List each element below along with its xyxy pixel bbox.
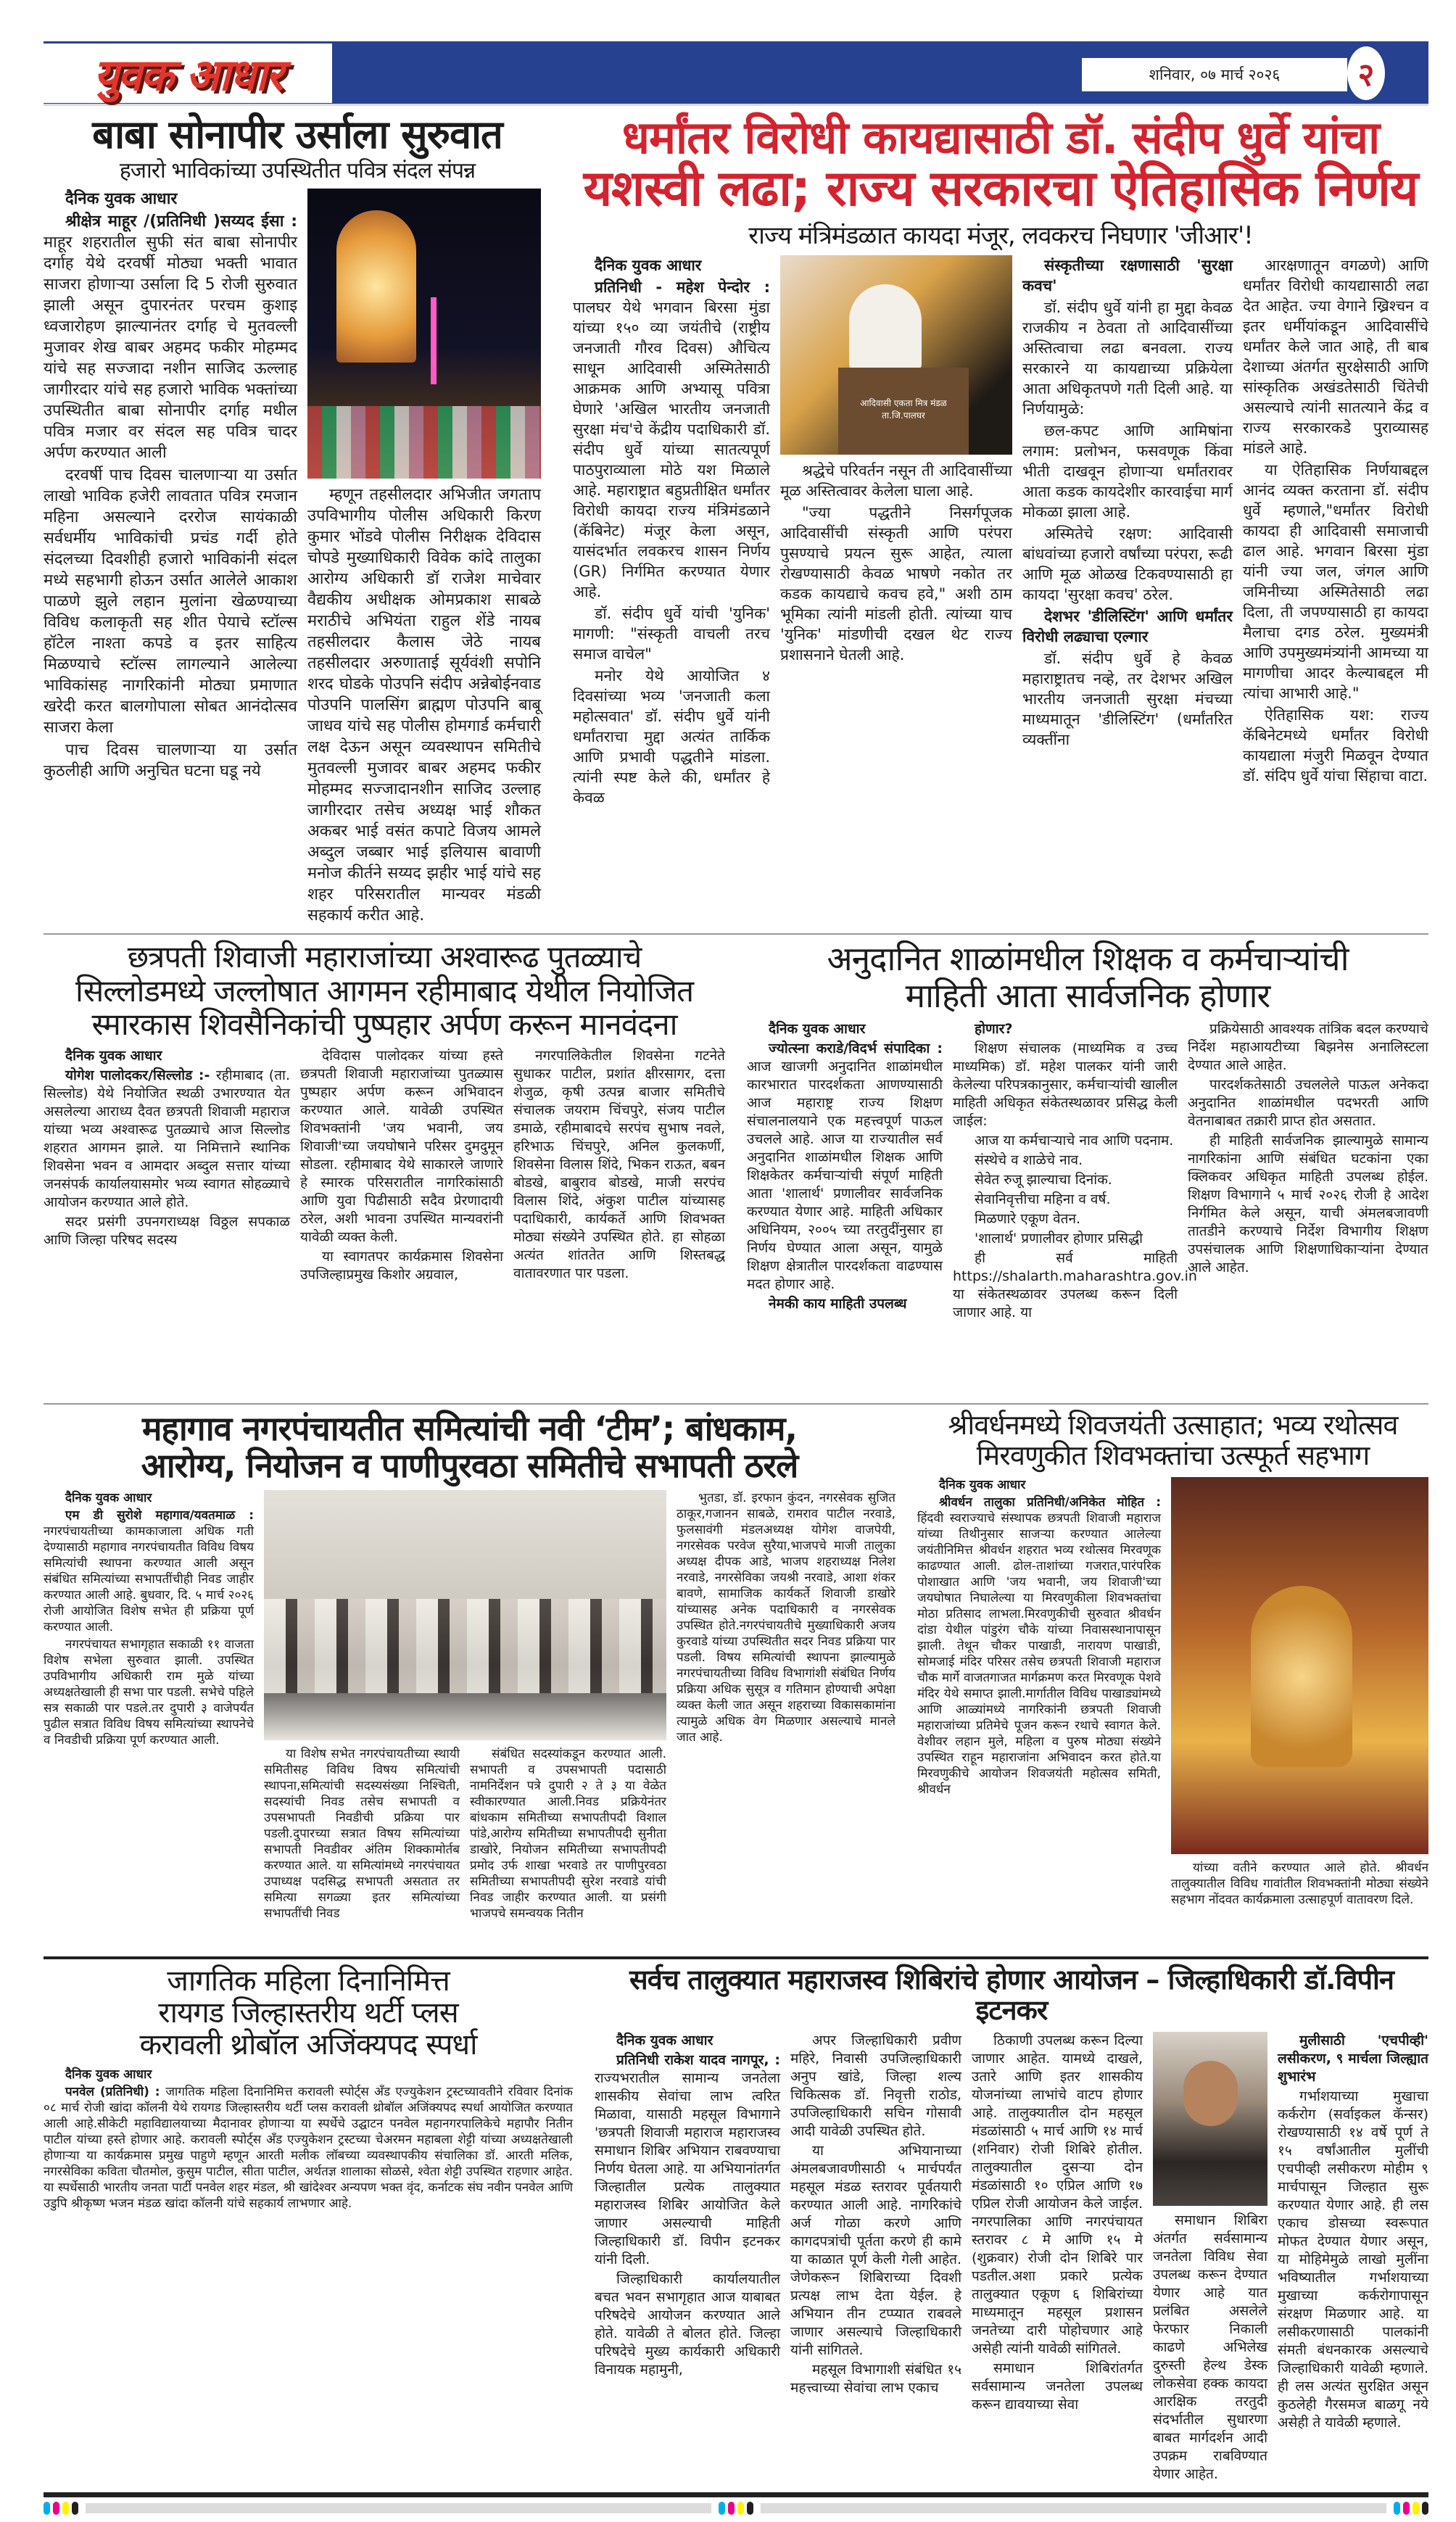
paragraph [917, 1494, 1161, 1798]
article-column [747, 1020, 943, 1315]
paragraph-text: रहीमाबाद (ता. सिल्लोड) येथे नियोजित स्थळी उभारण्यात येत असलेल्या आराध्य दैवत छत्रपती शिवाजी महाराज यांच्या भव्य अश्वारूढ पुतळ्याचे आज सिल्लोड शहरात आगमन झाले. या निमित्ताने स्थानिक शिवसेना भवन व आमदार अब्दुल सत्तार यांच्या जनसंपर्क कार्यालयासमोर भव्य स्वागत सोहळ्याचे आयोजन करण्यात आले होते. [44, 1067, 290, 1210]
market-stalls [307, 406, 541, 479]
article-columns [44, 2067, 573, 2213]
paragraph: संस्थेचे व शाळेचे नाव. [975, 1152, 1083, 1168]
article-columns [44, 1047, 725, 1286]
photo-and-column [780, 255, 1012, 666]
photo-and-column [1153, 2032, 1267, 2485]
paragraph: आज या कर्मचाऱ्याचे नाव आणि पदनाम. [975, 1132, 1174, 1149]
registration-marks [719, 2502, 753, 2515]
headline-throwball-line1: जागतिक महिला दिनानिमित्त [167, 1964, 450, 1998]
paragraph [44, 211, 297, 463]
paragraph: यांच्या वतीने करण्यात आले होते. श्रीवर्धन तालुक्यातील विविध गावांतील शिवभक्तांनी मोठ्या संख्येने सहभाग नोंदवत कार्यक्रमाला उत्साहपूर्ण वातावरण दिले. [1171, 1860, 1428, 1907]
paragraph: ही सर्व माहिती https://shalarth.maharashtra.gov.in या संकेतस्थळावर उपलब्ध करून दिली जाणार आहे. या [953, 1249, 1197, 1320]
article-column [917, 1477, 1161, 1799]
paragraph: जिल्हाधिकारी कार्यालयातील बचत भवन सभागृहात आज याबाबत परिषदेचे आयोजन करण्यात आले होते. यावेळी ते बोलत होते. जिल्हा परिषदेचे मुख्य कार्यकारी अधिकारी विनायक महामुनी, [595, 2270, 780, 2378]
article-columns [747, 1020, 1428, 1323]
article-columns [44, 189, 551, 927]
photo-collector [1153, 2032, 1267, 2206]
photo-caption [1171, 1860, 1428, 1909]
photo-speaker [780, 255, 1012, 455]
paragraph [953, 1020, 1178, 1038]
print-marks [44, 2502, 1428, 2515]
paragraph: म्हणून तहसीलदार अभिजीत जगताप उपविभागीय पोलीस अधिकारी किरण कुमार भोंडवे पोलीस निरीक्षक देविदास चोपडे मुख्याधिकारी विवेक कांदे तालुका आरोग्य अधिकारी डॉ राजेश माचेवार वैद्यकीय अधीक्षक ओमप्रकाश साबळे मराठीचे अभियंता राहुल शेंडे नायब तहसीलदार कैलास जेठे नायब तहसीलदार अरुणाताई सूर्यवंशी सपोनि शरद घोडके पोउपनि संदीप अन्नेबोईनवाड पोउपनि पालसिंग ब्राह्मण पोउपनि बाबू जाधव यांचे सह पोलीस होमगार्ड कर्मचारी लक्ष देऊन असून व्यवस्थापन समितीचे मुतवल्ली मुजावर बाबर अहमद फकीर मोहम्मद सज्जादानशीन साजिद उल्लाह जागीरदार तसेच अध्यक्ष भाई शौकत अकबर भाई वसंत कपाटे विजय आमले अब्दुल जब्बार भाई इलियास बावाणी मनोज कीर्तने सय्यद झहीर भाई यांचे सह शहर परिसरातील मान्यवर मंडळी सहकार्य करीत आहे. [307, 486, 541, 925]
paragraph-text: पालघर येथे भगवान बिरसा मुंडा यांच्या १५० व्या जयंतीचे (राष्ट्रीय जनजाती गौरव दिवस) औचित्य साधून आदिवासी अस्मितेसाठी आक्रमक आणि अभ्यासू पवित्रा घेणारे 'अखिल भारतीय जनजाती सुरक्षा मंच'चे केंद्रीय पदाधिकारी डॉ. संदीप धुर्वे यांच्या सातत्यपूर्ण पाठपुराव्याला मोठे यश मिळाले आहे. महाराष्ट्रात बहुप्रतीक्षित धर्मांतर विरोधी कायदा राज्य मंत्रिमंडळाने (कॅबिनेट) मंजूर केला असून, यासंदर्भात लवकरच शासन निर्णय (GR) निर्गमित करण्यात येणार आहे. [573, 299, 770, 601]
paragraph-text: आज खाजगी अनुदानित शाळांमधील कारभारात पारदर्शकता आणण्यासाठी आज महाराष्ट्र राज्य शिक्षण संचालनालयाने एक महत्त्वपूर्ण पाऊल उचलले आहे. आज या राज्यातील सर्व अनुदानित शाळांमधील शिक्षक आणि शिक्षकेतर कर्मचाऱ्यांची संपूर्ण माहिती आता 'शालार्थ' प्रणालीवर सार्वजनिक करण्यात येणार आहे. माहिती अधिकार अधिनियम, २००५ च्या तरतुदींनुसार हा निर्णय घेण्यात आला असून, यामुळे शिक्षण क्षेत्रातील पारदर्शकता वाढण्यास मदत होणार आहे. [747, 1058, 943, 1292]
paragraph [747, 1040, 943, 1294]
byline-lead: प्रतिनिधी - महेश पेन्दोर : [595, 278, 770, 297]
byline-lead: श्रीवर्धन तालुका प्रतिनिधी/अनिकेत मोहित : [939, 1494, 1161, 1510]
paragraph [44, 1508, 254, 1635]
paragraph: ऐतिहासिक यश: राज्य कॅबिनेटमध्ये धर्मांतर विरोधी कायद्याला मंजुरी मिळवून देण्यात डॉ. संदिप धुर्वे यांचा सिंहाचा वाटा. [1243, 706, 1428, 785]
article-columns [573, 255, 1428, 809]
article-mahasrajswa [595, 1965, 1428, 2485]
article-anudanit-schools [747, 940, 1428, 1323]
article-column [1188, 1020, 1428, 1278]
paragraph: संबंधित सदस्यांकडून करण्यात आली. सभापती व उपसभापती पदासाठी नामनिर्देशन पत्रे दुपारी २ ते ३ या वेळेत स्वीकारण्यात आली.निवड प्रक्रियेनंतर बांधकाम समितीच्या सभापतीपदी विशाल पांडे,आरोग्य समितीच्या सभापतीपदी सुनीता डाखोरे, नियोजन समितीच्या सभापतीपदी प्रमोद उर्फ शाखा भरवाडे तर पाणीपुरवठा समितीच्या सभापतीपदी सुरेश नरवाडे यांची निवड जाहीर करण्यात आली. या प्रसंगी भाजपचे समन्वयक नितीन [470, 1746, 666, 1921]
article-columns [264, 1746, 666, 1923]
paragraph: दैनिक युवक आधार [616, 2032, 713, 2048]
row-lower-stories [44, 1410, 1428, 1951]
paragraph: छल-कपट आणि आमिषांना लगाम: प्रलोभन, फसवणूक किंवा भीती दाखवून होणाऱ्या धर्मांतरावर आता कडक कायदेशीर कारवाईचा मार्ग मोकळा झाला आहे. [1022, 422, 1233, 521]
dargah-dome-lights [336, 210, 416, 363]
logo-text: युवक आधार [94, 50, 282, 101]
issue-date: शनिवार, ०७ मार्च २०२६ [1082, 58, 1347, 91]
headline-dharmantar-line2: यशस्वी लढा; राज्य सरकारचा ऐतिहासिक निर्णय [583, 160, 1418, 218]
article-throwball [44, 1965, 573, 2213]
paragraph: डॉ. संदीप धुर्वे यांची 'युनिक' मागणी: "संस्कृती वाचली तरच समाज वाचेल" [573, 605, 770, 663]
color-bar [86, 2503, 711, 2513]
footer-rule [44, 2492, 1428, 2497]
paragraph [747, 1295, 943, 1313]
paragraph: समाधान शिबिरांतर्गत सर्वसामान्य जनतेला उपलब्ध करून द्यावयाच्या सेवा [972, 2360, 1143, 2413]
paragraph: सेवानिवृत्तीचा महिना व वर्ष. [975, 1191, 1111, 1207]
headline-shivaji-line2: सिल्लोडमध्ये जल्लोषात आगमन रहीमाबाद येथील नियोजित [75, 972, 694, 1009]
paragraph: शिक्षण संचालक (माध्यमिक व उच्च माध्यमिक) डॉ. महेश पालकर यांनी जारी केलेल्या परिपत्रकानुसार, कर्मचाऱ्यांची खालील माहिती अधिकृत संकेतस्थळावर प्रसिद्ध केली जाईल: [953, 1040, 1178, 1129]
paragraph: मनोर येथे आयोजित ४ दिवसांच्या भव्य 'जनजाती कला महोत्सवात' डॉ. संदीप धुर्वे यांनी धर्मांतराचा मुद्दा अत्यंत तार्किक आणि प्रभावी पद्धतीने मांडला. त्यांनी स्पष्ट केले की, धर्मांतर हे केवळ [573, 667, 770, 807]
face [1183, 2061, 1238, 2126]
photo-committee-group [264, 1490, 666, 1740]
byline-lead: देशभर 'डीलिस्टिंग' आणि धर्मांतर विरोधी लढ्याचा एल्गार [1022, 608, 1233, 646]
paragraph [573, 277, 770, 602]
color-bar [761, 2503, 1386, 2513]
group-people [264, 1599, 666, 1693]
article-shivaji-statue [44, 940, 725, 1286]
article-columns [595, 2032, 1428, 2485]
paragraph: अस्मितेचे रक्षण: आदिवासी बांधवांच्या हजारो वर्षांच्या परंपरा, रूढी आणि मूळ ओळख टिकवण्यासाठी हा कायदा 'सुरक्षा कवच' ठरेल. [1022, 525, 1233, 604]
photo-and-column [307, 189, 541, 927]
divider [44, 1956, 1428, 1959]
article-column [790, 2032, 961, 2399]
paragraph-text: नगरपंचायतीच्या कामकाजाला अधिक गती देण्यासाठी महागाव नगरपंचायतीत विविध विषय समित्यांची स्थापना करण्यात आली असून संबंधित समित्यांच्या सभापतींचीही निवड जाहीर करण्यात आली आहे. बुधवार, दि. ५ मार्च २०२६ रोजी आयोजित विशेष सभेत ही प्रक्रिया पूर्ण करण्यात आली. [44, 1523, 254, 1634]
paragraph: दैनिक युवक आधार [65, 1047, 162, 1064]
paragraph: अपर जिल्हाधिकारी प्रवीण महिरे, निवासी उपजिल्हाधिकारी अनुप खांडे, जिल्हा शल्य चिकित्सक डॉ. निवृत्ती राठोड, उपजिल्हाधिकारी सचिन गोसावी आदी यावेळी उपस्थित होते. [790, 2032, 961, 2139]
paragraph: आरक्षणातून वगळणे) आणि धर्मांतर विरोधी कायद्यासाठी लढा देत आहेत. ज्या वेगाने ख्रिश्चन व इतर धर्मीयांकडून आदिवासींचे धर्मांतर केले जात आहे, ती बाब देशाच्या अंतर्गत सुरक्षेसाठी आणि सांस्कृतिक अखंडतेसाठी चिंतेची असल्याचे त्यांनी सातत्याने केंद्र व राज्य सरकारकडे पुराव्यासह मांडले आहे. [1243, 257, 1428, 458]
article-column [264, 1746, 460, 1923]
row-bottom-stories [44, 1965, 1428, 2485]
paragraph: पारदर्शकतेसाठी उचललेले पाऊल अनेकदा अनुदानित शाळांमधील पदभरती आणि वेतनाबाबत तक्रारी प्राप्त होत असतात. [1188, 1076, 1428, 1129]
idol-figure [1251, 1586, 1352, 1767]
paragraph: दैनिक युवक आधार [65, 2067, 152, 2083]
paragraph [44, 2084, 573, 2212]
article-column [972, 2032, 1143, 2415]
byline-lead: प्रतिनिधी राकेश यादव नागपूर, : [616, 2051, 780, 2068]
paragraph-text: माहूर शहरातील सुफी संत बाबा सोनापीर दर्गाह येथे दरवर्षी मोठ्या भक्ती भावात साजरा होणाऱ्या उर्साला दि 5 रोजी सुरुवात झाली असून दुपारनंतर परचम कुशाइ ध्वजारोहण झाल्यानंतर दर्गाह चे मुतवल्ली मुजावर शेख बाबर अहमद फकीर मोहम्मद यांचे सह सज्जादा नशीन साजिद ऊल्लाह जागीरदार यांचे सह हजारो भाविक भक्तांच्या उपस्थितीत बाबा सोनापीर दर्गाह मधील पवित्र मजार वर संदल सह पवित्र चादर अर्पण करण्यात आली [44, 233, 297, 463]
paragraph-text: हिंदवी स्वराज्याचे संस्थापक छत्रपती शिवाजी महाराज यांच्या तिथीनुसार साजऱ्या करण्यात आलेल्या जयंतीनिमित्त श्रीवर्धन शहरात भव्य रथोत्सव मिरवणूक काढण्यात आली. ढोल-ताशांच्या गजरात,पारंपरिक पोशाखात आणि 'जय भवानी, जय शिवाजी'च्या जयघोषात निघालेल्या या मिरवणुकीला शिवभक्तांचा मोठा प्रतिसाद लाभला.मिरवणुकीची सुरुवात श्रीवर्धन दांडा येथील पांडुरंग चौके यांच्या निवासस्थानापासून झाली. तेथून चौकर पाखाडी, नारायण पाखाडी, सोमजाई मंदिर परिसर तसेच छत्रपती शिवाजी महाराज चौक मार्गे वाजतगाजत मार्गक्रमण करत मिरवणूक पेशवे मंदिर येथे समाप्त झाली.मार्गातील विविध पाखाड्यांमध्ये आणि आळ्यांमध्ये नागरिकांनी छत्रपती शिवाजी महाराजांच्या प्रतिमेचे पूजन करून रथाचे स्वागत केले. वेशीवर लहान मुले, महिला व पुरुष मोठ्या संख्येने उपस्थित राहून महाराजांना अभिवादन करत होते.या मिरवणुकीचे आयोजन शिवजयंती महोत्सव समिती, श्रीवर्धन [917, 1510, 1161, 1797]
row-top-stories [44, 113, 1428, 927]
article-baba-sonapir [44, 113, 551, 927]
article-column [44, 2067, 573, 2213]
photo-dargah [307, 189, 541, 479]
article-column [1243, 255, 1428, 787]
headline-mahagaon-line1: महागाव नगरपंचायतीत समित्यांची नवी ‘टीम’; बांधकाम, [141, 1409, 798, 1449]
row-middle-stories [44, 940, 1428, 1397]
photo-and-caption [1171, 1477, 1428, 1909]
paragraph: समाधान शिबिरा अंतर्गत सर्वसामान्य जनतेला विविध सेवा उपलब्ध करून देण्यात येणार आहे यात प्रलंबित असलेले फेरफार निकाली काढणे अभिलेख दुरुस्ती हेल्थ डेस्क लोकसेवा हक्क कायदा आरक्षिक तरतुदी संदर्भातील सुधारणा बाबत मार्गदर्शन आदी उपक्रम राबविण्यात येणार आहेत. [1153, 2212, 1267, 2482]
paragraph: नगरपालिकेतील शिवसेना गटनेते सुधाकर पाटील, प्रशांत क्षीरसागर, दत्ता शेजुळ, कृषी उत्पन्न बाजार समितीचे संचालक जयराम चिंचपुरे, संजय पाटील डमाळे, रहीमाबादचे सरपंच सुभाष नवले, हरिभाऊ चिंचपुरे, अनिल कुलकर्णी, शिवसेना विलास शिंदे, भिकन राऊत, बबन बोडखे, बाबुराव बोडखे, माजी सरपंच विलास शिंदे, अंकुश पाटील यांच्यासह पदाधिकारी, कार्यकर्ते आणि शिवभक्त मोठ्या संख्येने उपस्थित होते. हा सोहळा अत्यंत शांततेत आणि शिस्तबद्ध वातावरणात पार पडला. [513, 1047, 725, 1281]
byline-lead: मुलीसाठी 'एचपीव्ही' लसीकरण, ९ मार्चला जिल्ह्यात शुभारंभ [1278, 2032, 1428, 2085]
subhead-dharmantar: राज्य मंत्रिमंडळात कायदा मंजूर, लवकरच निघणार 'जीआर'! [748, 220, 1253, 250]
article-column [780, 460, 1012, 666]
page-number: २ [1347, 46, 1385, 100]
divider [44, 933, 1428, 935]
article-column [300, 1047, 503, 1286]
paragraph: 'शालार्थ' प्रणालीवर होणार प्रसिद्धी [975, 1230, 1143, 1246]
paragraph: ठिकाणी उपलब्ध करून दिल्या जाणार आहेत. यामध्ये दाखले, उतारे आणि इतर शासकीय योजनांच्या लाभांचे वाटप होणार आहे. तालुक्यातील दोन महसूल मंडळांसाठी ५ मार्च आणि १४ मार्च (शनिवार) रोजी शिबिरे होतील. तालुक्यातील दुसऱ्या दोन मंडळांसाठी १० एप्रिल आणि १७ एप्रिल रोजी आयोजन केले जाईल. नगरपालिका आणि नगरपंचायत स्तरावर ८ मे आणि १५ मे (शुक्रवार) रोजी दोन शिबिरे पार पडतील.अशा प्रकारे प्रत्येक तालुक्यात एकूण ६ शिबिरांच्या माध्यमातून महसूल प्रशासन जनतेच्या दारी पोहोचणार आहे असेही त्यांनी यावेळी सांगितले. [972, 2032, 1143, 2357]
byline-lead: एम डी सुरोशे महागाव/यवतमाळ : [65, 1508, 254, 1523]
paragraph: श्रद्धेचे परिवर्तन नसून ती आदिवासींच्या मूळ अस्तित्वावर केलेला घाला आहे. [780, 462, 1012, 500]
article-column [307, 484, 541, 927]
registration-marks [44, 2502, 78, 2515]
article-column [513, 1047, 725, 1284]
paragraph: सदर प्रसंगी उपनगराध्यक्ष विठ्ठल सपकाळ आणि जिल्हा परिषद सदस्य [44, 1213, 290, 1248]
byline-lead: संस्कृतीच्या रक्षणासाठी 'सुरक्षा कवच' [1022, 257, 1233, 295]
paragraph: गर्भाशयाच्या मुखाचा कर्करोग (सर्वाइकल कॅन्सर) रोखण्यासाठी १४ वर्षे पूर्ण ते १५ वर्षांआतील मुलींची एचपीव्ही लसीकरण मोहीम ९ मार्चपासून जिल्हात सुरू करण्यात येणार आहे. ही लस एकाच डोसच्या स्वरूपात मोफत देण्यात येणार असून, या मोहिमेमुळे लाखो मुलींना भविष्यातील गर्भाशयाच्या मुखाच्या कर्करोगापासून संरक्षण मिळणार आहे. या लसीकरणासाठी पालकांनी संमती बंधनकारक असल्याचे जिल्हाधिकारी यावेळी म्हणाले. ही लस अत्यंत सुरक्षित असून कुठलेही गैरसमज बाळगू नये असेही ते यावेळी म्हणाले. [1278, 2088, 1428, 2431]
article-column [595, 2032, 780, 2381]
byline-lead: पनवेल (प्रतिनिधी) : [65, 2085, 166, 2100]
byline-lead: ज्योत्स्ना कराडे/विदर्भ संपादिका : [769, 1040, 943, 1057]
registration-marks [1394, 2502, 1428, 2515]
headline-dharmantar-line1: धर्मांतर विरोधी कायद्यासाठी डॉ. संदीप धुर्वे यांचा [621, 111, 1380, 164]
article-column [1022, 255, 1233, 751]
byline-lead: श्रीक्षेत्र माहूर /(प्रतिनिधी )सय्यद ईसा : [65, 212, 297, 231]
paragraph: दैनिक युवक आधार [65, 1490, 152, 1505]
paragraph: या स्वागतपर कार्यक्रमास शिवसेना उपजिल्हाप्रमुख किशोर अग्रवाल, [300, 1248, 503, 1283]
paragraph: देविदास पालोदकर यांच्या हस्ते छत्रपती शिवाजी महाराजांच्या पुतळ्यास पुष्पहार अर्पण करून अभिवादन करण्यात आले. यावेळी उपस्थित शिवभक्तांनी 'जय भवानी, जय शिवाजी'च्या जयघोषाने परिसर दुमदुमून सोडला. रहीमाबाद येथे साकारले जाणारे हे स्मारक परिसरातील नागरिकांसाठी आणि युवा पिढीसाठी सदैव प्रेरणादायी ठरेल, अशी भावना उपस्थित मान्यवरांनी यावेळी व्यक्त केली. [300, 1047, 503, 1245]
paragraph: डॉ. संदीप धुर्वे यांनी हा मुद्दा केवळ राजकीय न ठेवता तो आदिवासींच्या अस्तित्वाचा लढा बनवला. राज्य सरकारने या कायद्याच्या प्रक्रियेला आता अधिकृतपणे गती दिली आहे. या निर्णयामुळे: [1022, 299, 1233, 418]
article-mahagaon [44, 1410, 895, 1922]
headline-throwball-line3: करावली थ्रोबॉल अजिंक्यपद स्पर्धा [139, 2028, 477, 2062]
paragraph: महसूल विभागाशी संबंधित १५ महत्त्वाच्या सेवांचा लाभ एकाच [790, 2361, 961, 2396]
paragraph: ही माहिती सार्वजनिक झाल्यामुळे सामान्य नागरिकांना आणि संबंधित घटकांना एका क्लिकवर अधिकृत माहिती उपलब्ध होईल. शिक्षण विभागाने ५ मार्च २०२६ रोजी हे आदेश निर्गमित केले असून, याची अंमलबजावणी तातडीने करण्याचे निर्देश विभागीय शिक्षण उपसंचालक आणि शिक्षणाधिकाऱ्यांना देण्यात आले आहेत. [1188, 1132, 1428, 1276]
ferris-wheel-lights [431, 297, 437, 384]
paragraph [1278, 2032, 1428, 2086]
speaker-figure [849, 284, 922, 371]
article-column [1153, 2212, 1267, 2485]
article-column [677, 1490, 895, 1747]
paragraph: प्रक्रियेसाठी आवश्यक तांत्रिक बदल करण्याचे निर्देश महाआयटीच्या बिझनेस अनालिस्टला देण्यात आले आहेत. [1188, 1020, 1428, 1073]
article-columns [44, 1490, 895, 1923]
byline-lead: योगेश पालोदकर/सिल्लोड :- [65, 1067, 216, 1083]
article-column [44, 1047, 290, 1251]
paragraph: नगरपंचायत सभागृहात सकाळी ११ वाजता विशेष सभेला सुरुवात झाली. उपस्थित उपविभागीय अधिकारी राम मुळे यांच्या अध्यक्षतेखाली ही सभा पार पडली. सभेचे पहिले सत्र सकाळी पार पडले.तर दुपारी ३ वाजेपर्यंत पुढील सत्रात विविध विषय समित्यांच्या स्थापनेचे व निवडीची प्रक्रिया पूर्ण करण्यात आली. [44, 1637, 254, 1748]
article-column [470, 1746, 666, 1923]
paragraph [1022, 606, 1233, 647]
paragraph [595, 2051, 780, 2269]
paragraph-text: राज्यभरातील सामान्य जनतेला शासकीय सेवांचा लाभ त्वरित मिळावा, यासाठी महसूल विभागाने 'छत्रपती शिवाजी महाराज महाराजस्व समाधान शिबिर अभियान राबवण्याचा निर्णय घेतला आहे. या अभियानांतर्गत जिल्हातील प्रत्येक तालुक्यात महाराजस्व शिबिर आयोजित केले जाणार असल्याची माहिती जिल्हाधिकारी डॉ. विपीन इटनकर यांनी दिली. [595, 2070, 780, 2267]
divider [44, 1403, 1428, 1405]
byline-lead: नेमकी काय माहिती उपलब्ध [769, 1295, 907, 1312]
article-column [1278, 2032, 1428, 2434]
headline-mahasrajswa: सर्वच तालुक्यात महाराजस्व शिबिरांचे होणार आयोजन – जिल्हाधिकारी डॉ.विपीन इटनकर [629, 1964, 1394, 2027]
paragraph: सेवेत रुजू झाल्याचा दिनांक. [975, 1171, 1112, 1188]
article-column [573, 255, 770, 809]
headline-anudanit-line2: माहिती आता सार्वजनिक होणार [905, 975, 1270, 1015]
paragraph-text: जागतिक महिला दिनानिमित्त करावली स्पोर्ट्स अँड एज्युकेशन ट्रस्टच्यावतीने रविवार दिनांक ०८ मार्च रोजी खांदा कॉलनी येथे रायगड जिल्हास्तरीय थर्टी प्लस करावली थ्रोबॉल अजिंक्यपद स्पर्धा आयोजित करण्यात आली आहे.सीकेटी महाविद्यालयाच्या मैदानावर होणाऱ्या या स्पर्धेचे उद्घाटन पनवेल महानगरपालिकेचे महापौर नितीन पाटील यांच्या हस्ते होणार आहे. करावली स्पोर्ट्स अँड एज्युकेशन ट्रस्टच्या चेअरमन महाबला शेट्टी यांच्या अध्यक्षतेखाली होणाऱ्या या कार्यक्रमास प्रमुख पाहुणे म्हणून आरती मलीक लॉबच्या व्यवस्थापकीय संचालिका डॉ. आरती मलिक, नगरसेविका कविता चौतमोल, कुसुम पाटील, सीता पाटील, अर्थतज्ञ शालाका सोळसे, श्वेता शेट्टी उपस्थित राहणार आहेत. या स्पर्धेसाठी भारतीय जनता पार्टी पनवेल शहर मंडल, श्री खांदेश्वर अन्यपण भक्त वृंद, कर्नाटक संघ नवीन पनवेल आणि उडुपि श्रीकृष्ण भजन मंडळ खांदा कॉलनी यांचे सहकार्य लाभणार आहे. [44, 2085, 573, 2212]
paragraph: दैनिक युवक आधार [939, 1477, 1026, 1492]
paragraph: दरवर्षी पाच दिवस चालणाऱ्या या उर्सात लाखो भाविक हजेरी लावतात पवित्र रमजान महिना असल्याने दररोज सायंकाळी सर्वधर्मीय भाविकांची प्रचंड गर्दी होते संदलच्या दिवशीही हजारो भाविकांनी संदल मध्ये सहभागी होऊन उर्सात आलेले आकाश पाळणे झुले लहान मुलांना खेळण्याच्या विविध कलाकृती सह शीत पेयाचे स्टॉल्स हॉटेल नाश्ता कपडे व इतर साहित्य मिळण्याचे स्टॉल्स लागल्याने आलेल्या भाविकांसह नागरिकांनी मोठ्या प्रमाणात खरेदी करत बालगोपाला सोबत आनंदोत्सव साजरा केला [44, 466, 297, 737]
headline-mahagaon-line2: आरोग्य, नियोजन व पाणीपुरवठा समितीचे सभापती ठरले [141, 1445, 798, 1485]
newspaper-logo [44, 44, 332, 103]
paragraph: दैनिक युवक आधार [595, 257, 702, 275]
paragraph: डॉ. संदीप धुर्वे हे केवळ महाराष्ट्रातच नव्हे, तर देशभर अखिल भारतीय जनजाती सुरक्षा मंचच्या माध्यमातून 'डीलिस्टिंग' (धर्मांतरित व्यक्तींना [1022, 650, 1233, 749]
article-dharmantar [573, 113, 1428, 809]
headline-shrivardhan-line2: मिरवणुकीत शिवभक्तांचा उत्स्फूर्त सहभाग [976, 1439, 1370, 1472]
headline-throwball-line2: रायगड जिल्हास्तरीय थर्टी प्लस [158, 1996, 458, 2030]
headline-shivaji-line3: स्मारकास शिवसैनिकांची पुष्पहार अर्पण करून मानवंदना [91, 1006, 677, 1042]
paragraph: भुतडा, डॉ. इरफान कुंदन, नगरसेवक सुजित ठाकूर,गजानन साबळे, रामराव पाटील नरवाडे, फुलसावंगी मंडलअध्यक्ष योगेश वाजपेयी, नगरसेवक परवेज सुरैया,भाजपचे माजी तालुका अध्यक्ष दीपक आडे, भाजप शहराध्यक्ष निलेश नरवाडे, नगरसेविका जयश्री नरवाडे, आशा शंकर बावणे, सामाजिक कार्यकर्ते शिवाजी डाखोरे यांच्यासह अनेक पदाधिकारी व नगरसेवक उपस्थित होते.नगरपंचायतीचे मुख्याधिकारी अजय कुरवाडे यांच्या उपस्थितीत सदर निवड प्रक्रिया पार पडली. विषय समित्यांची स्थापना झाल्यामुळे नगरपंचायतीच्या विविध विभागांशी संबंधित निर्णय प्रक्रिया अधिक सुसूत्र व गतिमान होण्याची अपेक्षा व्यक्त केली जात असून शहराच्या विकासकामांना त्यामुळे अधिक वेग मिळणार असल्याचे मानले जात आहे. [677, 1490, 895, 1745]
photo-shivaji-idol [1171, 1477, 1428, 1854]
paragraph: मिळणारे एकूण वेतन. [975, 1210, 1081, 1227]
paragraph: या अभियानाच्या अंमलबजावणीसाठी ५ मार्चपर्यंत महसूल मंडळ स्तरावर पूर्वतयारी करण्यात आली आहे. नागरिकांचे अर्ज गोळा करणे आणि कागदपत्रांची पूर्तता करणे ही कामे या काळात पूर्ण केली गेली आहेत. जेणेकरून शिबिराच्या दिवशी प्रत्यक्ष लाभ देता येईल. हे अभियान तीन टप्प्यात राबवले जाणार असल्याचे जिल्हाधिकारी यांनी सांगितले. [790, 2142, 961, 2358]
paragraph: या ऐतिहासिक निर्णयाबद्दल आनंद व्यक्त करताना डॉ. संदीप धुर्वे म्हणाले,"धर्मांतर विरोधी कायदा ही आदिवासी समाजाची ढाल आहे. भगवान बिरसा मुंडा यांनी ज्या जल, जंगल आणि जमिनीच्या अस्मितेसाठी लढा दिला, ती जपण्यासाठी हा कायदा मैलाचा दगड ठरेल. मुख्यमंत्री आणि उपमुख्यमंत्र्यांनी आमच्या या मागणीचा आदर केल्याबद्दल मी त्यांचा आभारी आहे." [1243, 461, 1428, 703]
podium: आदिवासी एकता मित्र मंडळ ता.जि.पालघर [838, 368, 969, 455]
paragraph: दैनिक युवक आधार [769, 1020, 866, 1037]
headline-anudanit-line1: अनुदानित शाळांमधील शिक्षक व कर्मचाऱ्यांची [827, 939, 1349, 979]
masthead-bar [44, 41, 1428, 106]
photo-and-columns [264, 1490, 666, 1923]
paragraph: "ज्या पद्धतीने निसर्गपूजक आदिवासींची संस्कृती आणि परंपरा पुसण्याचे प्रयत्न सुरू आहेत, त्याला रोखण्यासाठी केवळ भाषणे नकोत तर कडक कायद्याचे कवच हवे," अशी ठाम भूमिका त्यांनी मांडली होती. त्यांच्या याच 'युनिक' मांडणीची दखल थेट राज्य प्रशासनाने घेतली आहे. [780, 504, 1012, 664]
article-column [44, 1490, 254, 1750]
paragraph [1022, 255, 1233, 296]
article-columns [917, 1477, 1428, 1909]
subhead-baba-sonapir: हजारो भाविकांच्या उपस्थितीत पवित्र संदल संपन्न [119, 158, 476, 184]
paragraph: पाच दिवस चालणाऱ्या या उर्सात कुठलीही आणि अनुचित घटना घडू नये [44, 741, 297, 781]
article-shrivardhan [917, 1410, 1428, 1909]
headline-shivaji-line1: छत्रपती शिवाजी महाराजांच्या अश्वारूढ पुतळ्याचे [127, 939, 642, 975]
headline-baba-sonapir: बाबा सोनापीर उर्साला सुरुवात [92, 112, 502, 157]
byline-lead: होणार? [975, 1020, 1013, 1037]
paragraph [44, 1067, 290, 1212]
paragraph: या विशेष सभेत नगरपंचायतीच्या स्थायी समितीसह विविध विषय समित्यांची स्थापना,समित्यांची सदस्यसंख्या निश्चिती, सदस्यांची निवड तसेच सभापती व उपसभापती निवडीची प्रक्रिया पार पडली.दुपारच्या सत्रात विषय समित्यांच्या सभापती निवडीवर अंतिम शिक्कामोर्तब करण्यात आले. या समित्यांमध्ये नगरपंचायत उपाध्यक्ष पदसिद्ध सभापती असतात तर समित्या सगळ्या इतर समित्यांच्या सभापतींची निवड [264, 1746, 460, 1921]
paragraph: दैनिक युवक आधार [65, 190, 178, 209]
headline-shrivardhan-line1: श्रीवर्धनमध्ये शिवजयंती उत्साहात; भव्य रथोत्सव [948, 1409, 1398, 1442]
article-column [953, 1020, 1197, 1323]
article-column [44, 189, 297, 783]
